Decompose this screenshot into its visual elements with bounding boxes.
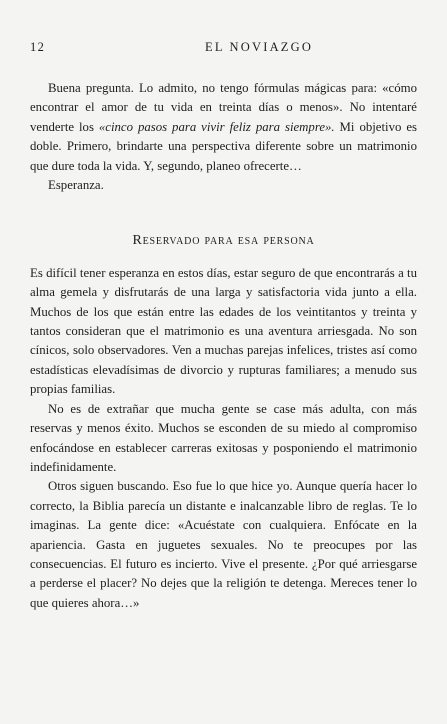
- paragraph-still-searching: Otros siguen buscando. Eso fue lo que hice yo. Aunque quería hacer lo correcto, la Biblia parecía un distante e inalcanzable libro de reglas. Te lo imaginas. La gente dice: «Acuéstate con cualquiera. Enfócate en la apariencia. Gasta en juguetes sexuales. No te preocupes por las consecuencias. El futuro es incierto. Vive el presente. ¿Por qué arriesgarse a perderse el placer? No dejes que la religión te detenga. Mereces tener lo que quieres ahora…»: [30, 479, 417, 610]
- running-head: [30, 40, 417, 58]
- page-body: [30, 79, 417, 613]
- paragraph-intro-italic: «cinco pasos para vivir feliz para siempre».: [98, 119, 335, 134]
- running-title: EL NOVIAZGO: [205, 40, 314, 54]
- paragraph-hard-to-hope: Es difícil tener esperanza en estos días, estar seguro de que encontrarás a tu alma gemela y disfrutarás de una larga y satisfactoria vida junto a ella. Muchos de los que están entre las edades de los veintitantos y treinta y tantos consideran que el matrimonio es una aventura arriesgada. No son cínicos, solo observadores. Ven a muchas parejas infelices, tristes así como estadísticas elevadísimas de divorcio y rupturas familiares; a menudo sus propias familias.: [30, 265, 417, 397]
- paragraph-intro-start: Buena pregunta. Lo admito, no tengo fórmulas mágicas para: «cómo encontrar el amor de tu vida en treinta días o menos». No intentaré venderte los: [30, 81, 417, 134]
- paragraph-intro: [30, 79, 417, 176]
- paragraph-intro-end: Mi objetivo es doble. Primero, brindarte una perspectiva diferente sobre un matrimonio que dure toda la vida. Y, segundo, planeo ofrecerte…: [30, 119, 417, 173]
- paragraph-hope: Esperanza.: [48, 178, 104, 193]
- paragraph-marry-older: No es de extrañar que mucha gente se case más adulta, con más reservas y menos éxito. Muchos se esconden de su miedo al compromiso enfocándose en establecer carreras exitosas y posponiendo el matrimonio indefinidamente.: [30, 401, 417, 474]
- page-number: 12: [30, 40, 46, 54]
- section-heading: Reservado para esa persona: [132, 233, 315, 249]
